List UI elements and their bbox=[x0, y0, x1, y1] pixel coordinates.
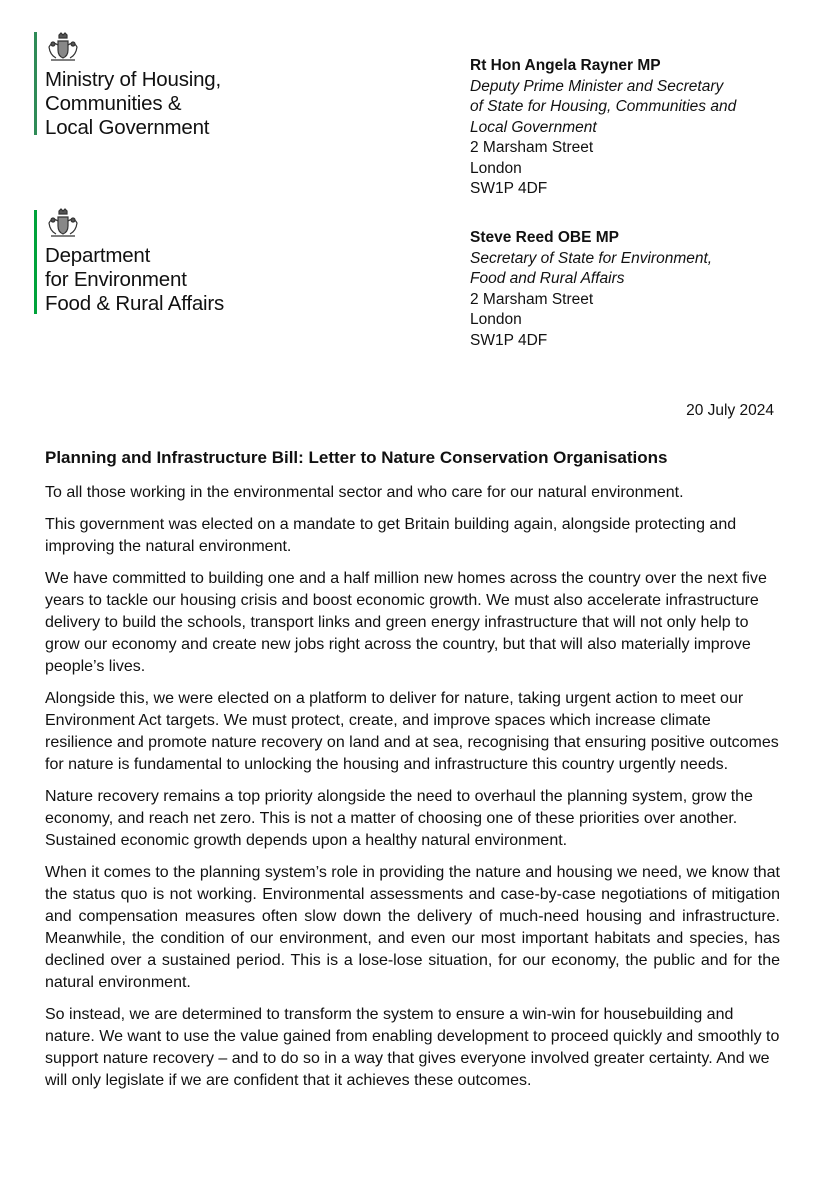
body-paragraph: To all those working in the environmental sector and who care for our natural environment. bbox=[45, 484, 684, 501]
sender-name: Steve Reed OBE MP bbox=[470, 229, 620, 246]
sender-address-line: 2 Marsham Street bbox=[470, 139, 594, 156]
sender-address-line: London bbox=[470, 311, 522, 328]
body-paragraph: This government was elected on a mandate to get Britain building again, alongside protecting and improving the natural environment. bbox=[45, 516, 737, 555]
sender-block-rayner bbox=[470, 56, 736, 200]
logo-line: Department bbox=[45, 244, 151, 267]
mhclg-department-name bbox=[45, 68, 221, 140]
sender-address-line: SW1P 4DF bbox=[470, 331, 548, 349]
logo-line: for Environment bbox=[45, 268, 187, 291]
sender-role-line: of State for Housing, Communities and bbox=[470, 98, 737, 115]
letter-date: 20 July 2024 bbox=[686, 402, 774, 419]
sender-role-line: Food and Rural Affairs bbox=[470, 270, 625, 287]
logo-line: Food & Rural Affairs bbox=[45, 292, 225, 315]
sender-address-line: SW1P 4DF bbox=[470, 180, 548, 197]
logo-line: Local Government bbox=[45, 116, 210, 139]
body-paragraph: When it comes to the planning system’s role in providing the nature and housing we need, we know that the status quo is not working. Environmental assessments and case-by-case negotiations of mitigation and compensation measures often slow down the delivery of much-need housing and infrastructure. Meanwhile, the condition of our environment, and even our most important habitats and species, has declined over a sustained period. This is a lose-lose situation, for our economy, the public and for the natural environment. bbox=[45, 864, 780, 991]
royal-coat-of-arms-icon bbox=[45, 32, 81, 64]
sender-role-line: Deputy Prime Minister and Secretary bbox=[470, 77, 724, 95]
body-paragraph: We have committed to building one and a half million new homes across the country over the next five years to tackle our housing crisis and boost economic growth. We must also accelerate infrastructure delivery to build the schools, transport links and green energy infrastructure that will not only help to grow our economy and create new jobs right across the country, but that will also materially improve people’s lives. bbox=[45, 570, 767, 675]
mhclg-logo-bar bbox=[34, 32, 37, 135]
sender-role-line: Secretary of State for Environment, bbox=[470, 249, 713, 267]
sender-block-reed bbox=[470, 228, 712, 351]
body-paragraph: Nature recovery remains a top priority alongside the need to overhaul the planning system, grow the economy, and reach net zero. This is not a matter of choosing one of these priorities over another. Sustained economic growth depends upon a healthy natural environment. bbox=[45, 788, 753, 849]
logo-line: Communities & bbox=[45, 92, 182, 115]
body-paragraph: So instead, we are determined to transform the system to ensure a win-win for housebuilding and nature. We want to use the value gained from enabling development to proceed quickly and smoothly to support nature recovery – and to do so in a way that gives everyone involved greater certainty. And we will only legislate if we are confident that it achieves these outcomes. bbox=[45, 1006, 780, 1089]
sender-name: Rt Hon Angela Rayner MP bbox=[470, 57, 661, 74]
royal-coat-of-arms-icon bbox=[45, 208, 81, 240]
logo-line: Ministry of Housing, bbox=[45, 68, 222, 91]
letter-body bbox=[45, 482, 780, 1102]
sender-address-line: London bbox=[470, 159, 522, 177]
defra-logo-bar bbox=[34, 210, 37, 314]
sender-role-line: Local Government bbox=[470, 118, 597, 136]
defra-department-name bbox=[45, 244, 224, 316]
body-paragraph: Alongside this, we were elected on a platform to deliver for nature, taking urgent action to meet our Environment Act targets. We must protect, create, and improve spaces which increase climate resilience and promote nature recovery on land and at sea, recognising that ensuring positive outcomes for nature is fundamental to unlocking the housing and infrastructure this country urgently needs. bbox=[45, 690, 779, 773]
sender-address-line: 2 Marsham Street bbox=[470, 290, 594, 308]
letter-subject: Planning and Infrastructure Bill: Letter to Nature Conservation Organisations bbox=[45, 448, 668, 467]
